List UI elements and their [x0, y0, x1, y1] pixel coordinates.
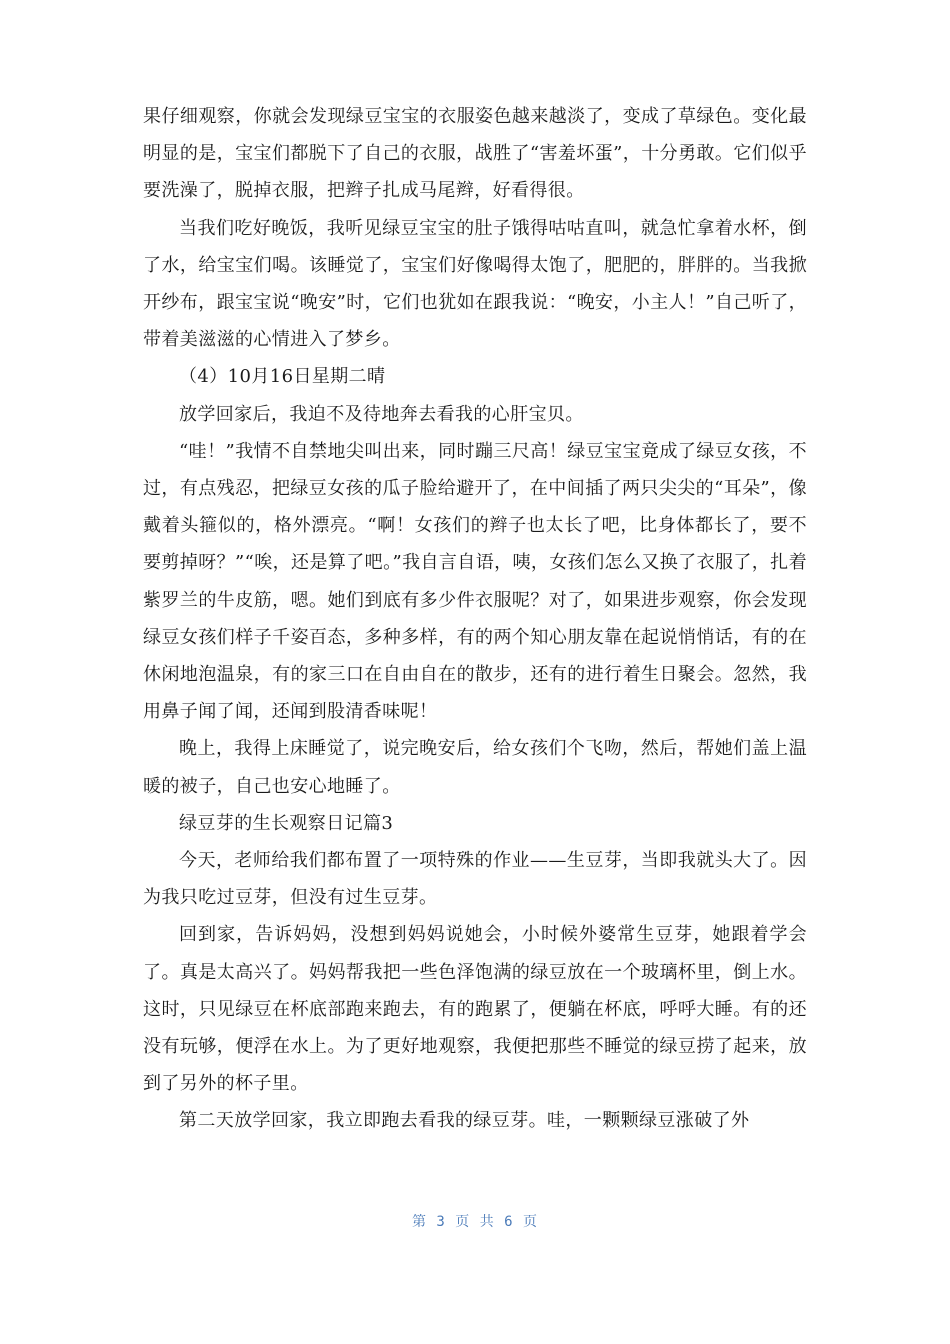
- paragraph: 晚上，我得上床睡觉了，说完晚安后，给女孩们个飞吻，然后，帮她们盖上温暖的被子，自己也安心地睡了。: [143, 738, 807, 797]
- page-footer: [0, 1211, 950, 1231]
- section-title: 绿豆芽的生长观察日记篇3: [179, 812, 394, 834]
- diary-date-heading: （4）10月16日星期二晴: [179, 366, 386, 388]
- paragraph: 当我们吃好晚饭，我听见绿豆宝宝的肚子饿得咕咕直叫，就急忙拿着水杯，倒了水，给宝宝们喝。该睡觉了，宝宝们好像喝得太饱了，肥肥的，胖胖的。当我掀开纱布，跟宝宝说“晚安”时，它们也犹如在跟我说：“晚安，小主人！”自己听了，带着美滋滋的心情进入了梦乡。: [143, 217, 808, 351]
- paragraph: 放学回家后，我迫不及待地奔去看我的心肝宝贝。: [179, 403, 584, 425]
- paragraph-continued: 果仔细观察，你就会发现绿豆宝宝的衣服姿色越来越淡了，变成了草绿色。变化最明显的是，宝宝们都脱下了自己的衣服，战胜了“害羞坏蛋”，十分勇敢。它们似乎要洗澡了，脱掉衣服，把辫子扎成马尾辫，好看得很。: [143, 106, 807, 202]
- page-body: [143, 98, 807, 1140]
- page-number-label: 第 3 页 共 6 页: [411, 1214, 538, 1230]
- paragraph: 今天，老师给我们都布置了一项特殊的作业——生豆芽，当即我就头大了。因为我只吃过豆芽，但没有过生豆芽。: [143, 850, 807, 909]
- paragraph: 回到家，告诉妈妈，没想到妈妈说她会，小时候外婆常生豆芽，她跟着学会了。真是太高兴了。妈妈帮我把一些色泽饱满的绿豆放在一个玻璃杯里，倒上水。这时，只见绿豆在杯底部跑来跑去，有的跑累了，便躺在杯底，呼呼大睡。有的还没有玩够，便浮在水上。为了更好地观察，我便把那些不睡觉的绿豆捞了起来，放到了另外的杯子里。: [143, 924, 807, 1095]
- paragraph: “哇！”我情不自禁地尖叫出来，同时蹦三尺高！绿豆宝宝竟成了绿豆女孩，不过，有点残忍，把绿豆女孩的瓜子脸给避开了，在中间插了两只尖尖的“耳朵”，像戴着头箍似的，格外漂亮。“啊！女孩们的辫子也太长了吧，比身体都长了，要不要剪掉呀？”“唉，还是算了吧。”我自言自语，咦，女孩们怎么又换了衣服了，扎着紫罗兰的牛皮筋，嗯。她们到底有多少件衣服呢？对了，如果进步观察，你会发现绿豆女孩们样子千姿百态，多种多样，有的两个知心朋友靠在起说悄悄话，有的在休闲地泡温泉，有的家三口在自由自在的散步，还有的进行着生日聚会。忽然，我用鼻子闻了闻，还闻到股清香味呢！: [143, 440, 807, 723]
- paragraph: 第二天放学回家，我立即跑去看我的绿豆芽。哇，一颗颗绿豆涨破了外: [179, 1110, 750, 1132]
